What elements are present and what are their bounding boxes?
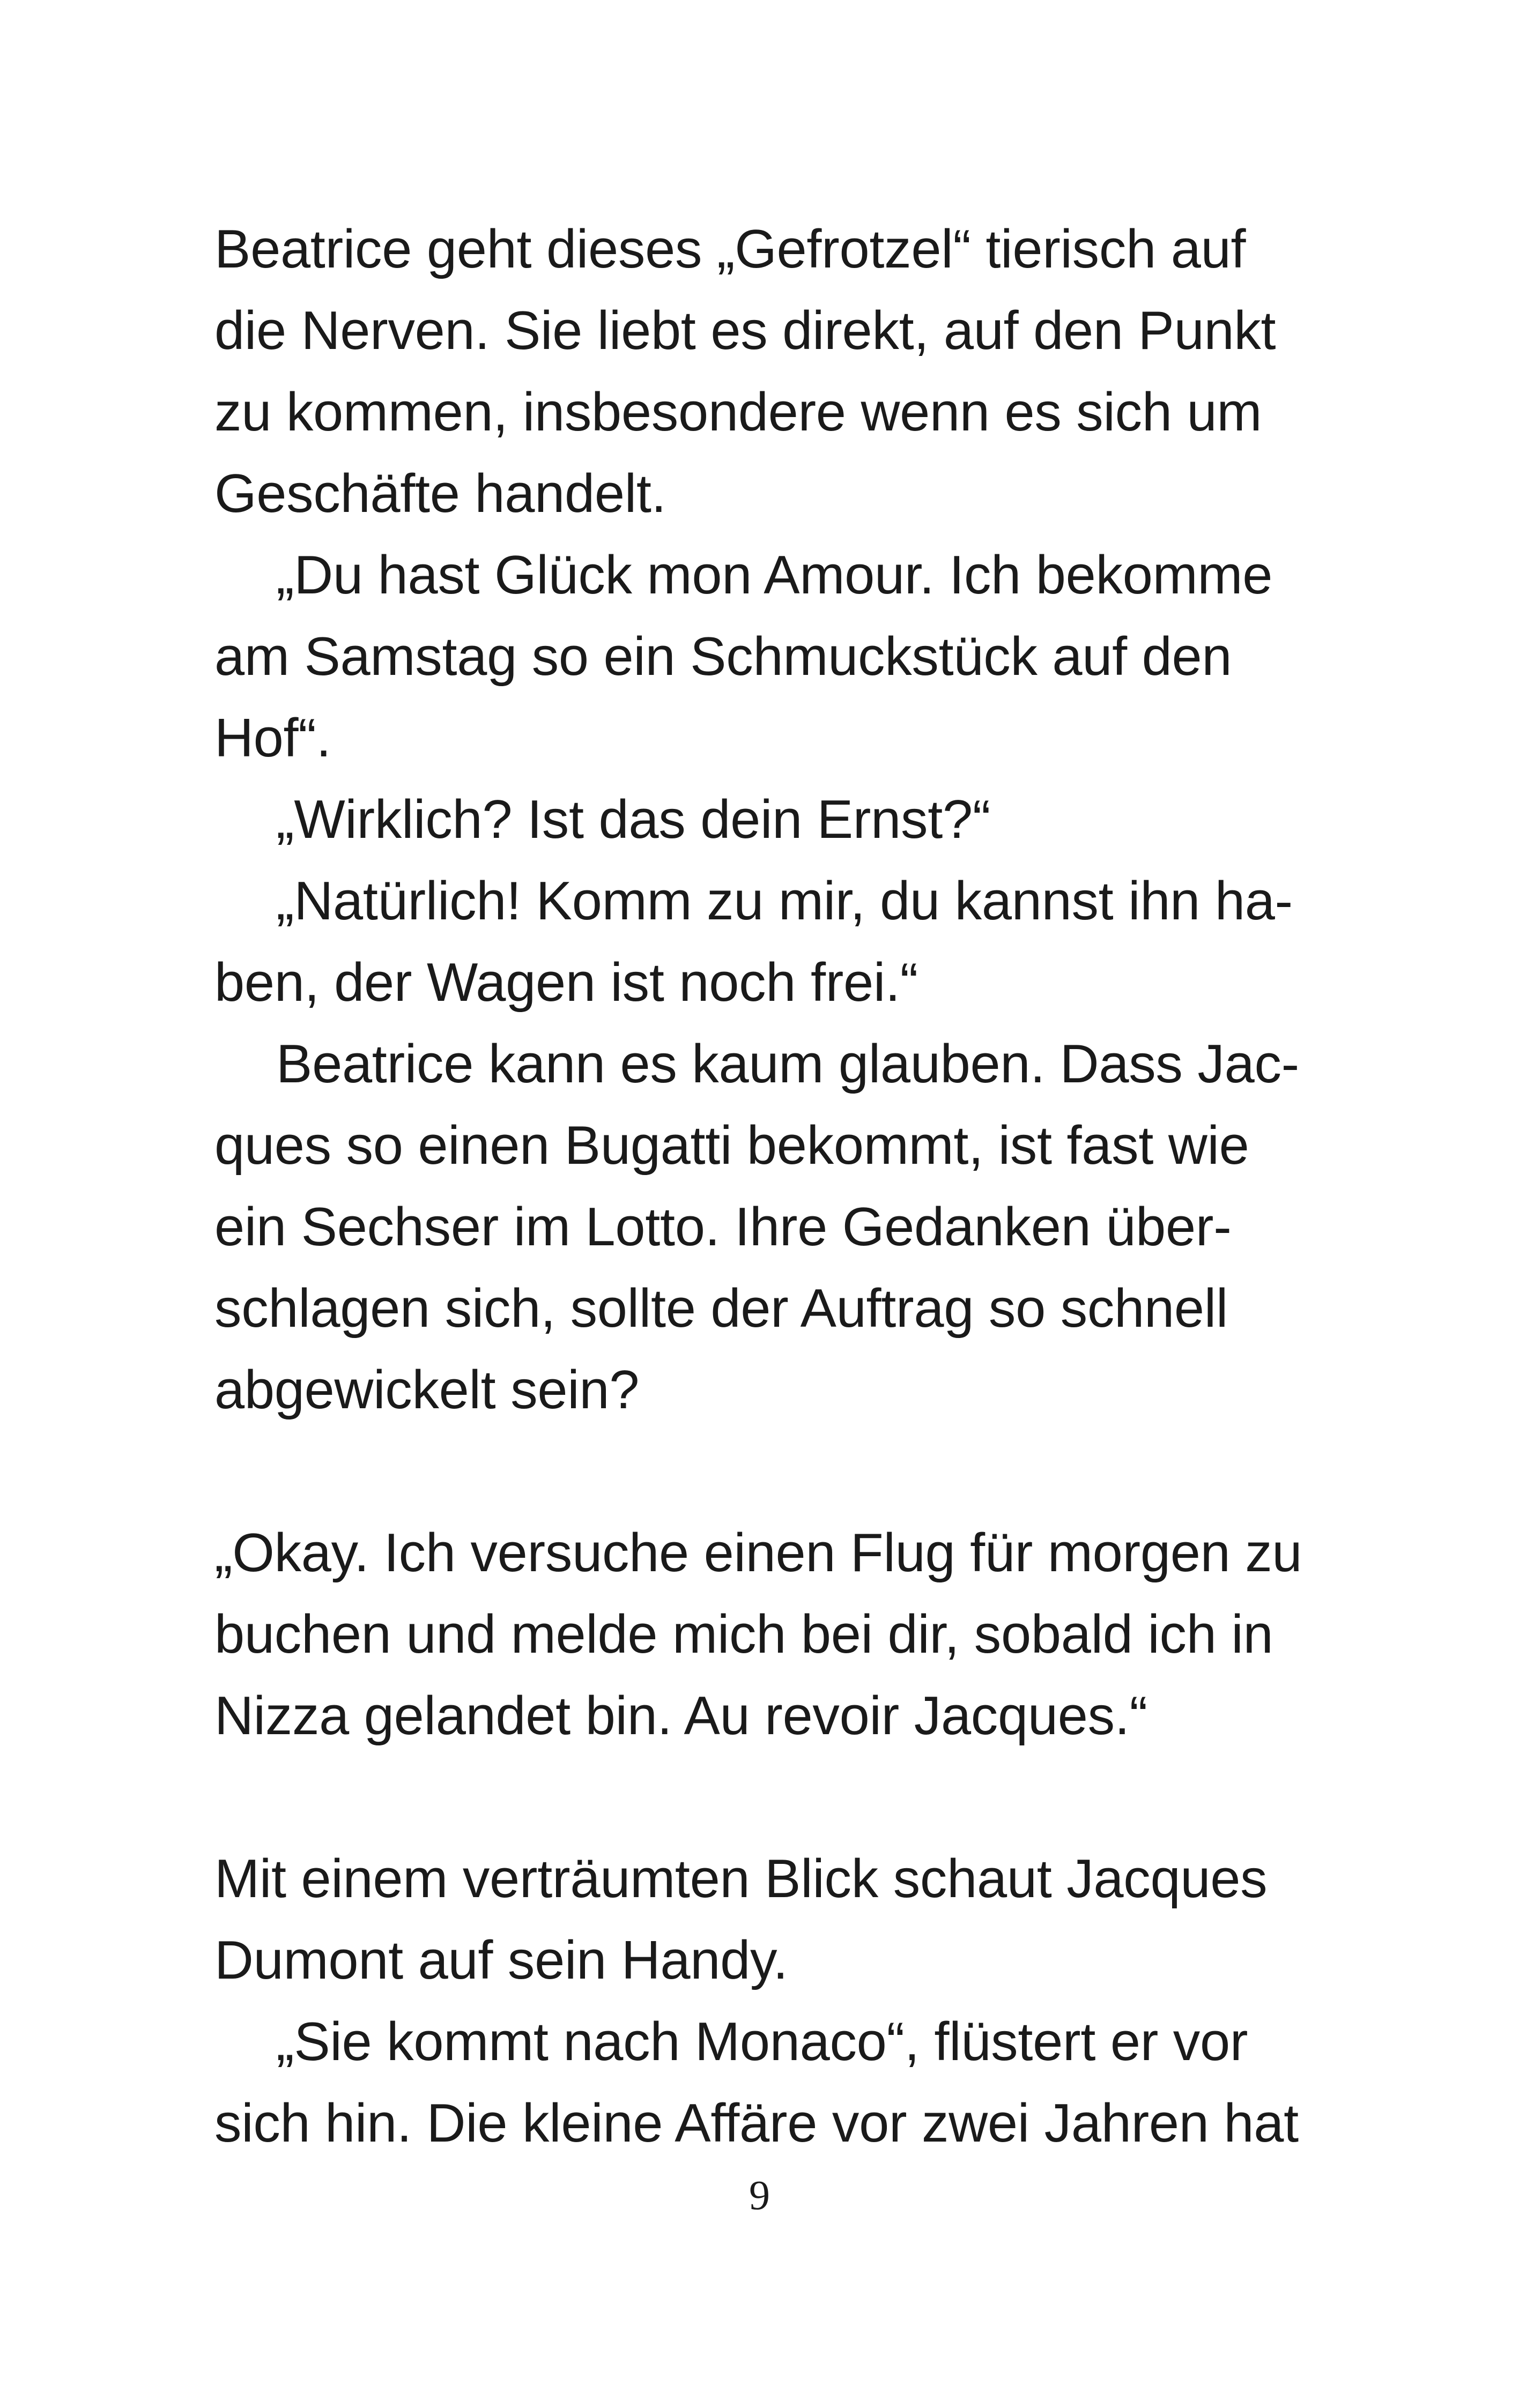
text-line: „Natürlich! Komm zu mir, du kannst ihn ha- xyxy=(276,871,1293,931)
text-line: am Samstag so ein Schmuckstück auf den xyxy=(214,627,1232,687)
text-line: sich hin. Die kleine Affäre vor zwei Jahren hat xyxy=(214,2093,1299,2153)
text-line: Nizza gelandet bin. Au revoir Jacques.“ xyxy=(214,1686,1147,1746)
text-line: buchen und melde mich bei dir, sobald ich in xyxy=(214,1604,1273,1664)
text-line: Geschäfte handelt. xyxy=(214,464,666,524)
section-gap xyxy=(214,1431,1319,1512)
body-text xyxy=(214,209,1319,2164)
text-line: zu kommen, insbesondere wenn es sich um xyxy=(214,382,1262,442)
text-line: ein Sechser im Lotto. Ihre Gedanken über- xyxy=(214,1197,1232,1257)
text-line: Beatrice kann es kaum glauben. Dass Jac- xyxy=(276,1034,1299,1094)
text-line: Beatrice geht dieses „Gefrotzel“ tierisch auf xyxy=(214,219,1246,279)
text-line: Hof“. xyxy=(214,708,331,768)
text-line: ben, der Wagen ist noch frei.“ xyxy=(214,953,918,1013)
text-line: ques so einen Bugatti bekommt, ist fast wie xyxy=(214,1116,1249,1176)
section-gap xyxy=(214,1757,1319,1838)
text-line: „Okay. Ich versuche einen Flug für morgen zu xyxy=(214,1523,1302,1583)
text-line: schlagen sich, sollte der Auftrag so schnell xyxy=(214,1279,1228,1339)
page-number: 9 xyxy=(749,2172,770,2218)
text-line: „Wirklich? Ist das dein Ernst?“ xyxy=(276,790,991,850)
text-line: „Du hast Glück mon Amour. Ich bekomme xyxy=(276,545,1273,605)
text-line: Dumont auf sein Handy. xyxy=(214,1930,788,1990)
text-line: „Sie kommt nach Monaco“, flüstert er vor xyxy=(276,2012,1248,2072)
text-line: die Nerven. Sie liebt es direkt, auf den Punkt xyxy=(214,301,1276,361)
text-line: Mit einem verträumten Blick schaut Jacques xyxy=(214,1849,1268,1909)
text-line: abgewickelt sein? xyxy=(214,1360,640,1420)
